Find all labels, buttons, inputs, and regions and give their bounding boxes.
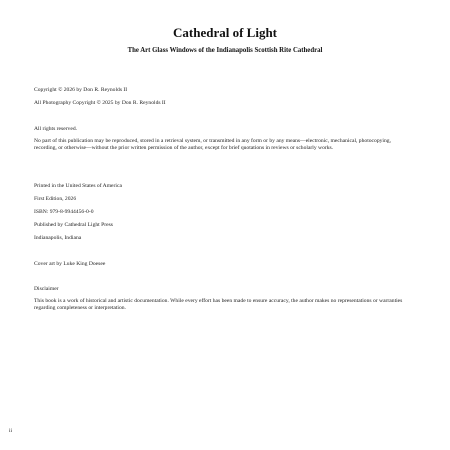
book-subtitle: The Art Glass Windows of the Indianapolis Scottish Rite Cathedral: [127, 47, 323, 54]
edition-line: First Edition, 2026: [34, 196, 77, 202]
disclaimer-body: This book is a work of historical and artistic documentation. While every effort has been made to ensure accuracy, the author makes no representations or warranties regarding completeness or interpretation.: [34, 298, 403, 312]
rights-body: No part of this publication may be reproduced, stored in a retrieval system, or transmitted in any form or by any means—electronic, mechanical, photocopying, recording, or otherwise—without the prior written permission of the author, except for brief quotations in reviews or scholarly works.: [34, 138, 391, 152]
isbn-line: ISBN: 979-8-9944456-0-0: [34, 209, 94, 215]
cover-art-credit: Cover art by Luke King Doesee: [34, 261, 106, 267]
publisher-line: Published by Cathedral Light Press: [34, 222, 113, 228]
page-number: ii: [9, 428, 13, 434]
book-title: Cathedral of Light: [173, 25, 277, 40]
rights-heading: All rights reserved.: [34, 126, 78, 132]
photography-copyright-line: All Photography Copyright © 2025 by Don R. Reynolds II: [34, 100, 166, 106]
disclaimer-heading: Disclaimer: [34, 286, 59, 292]
printed-in-line: Printed in the United States of America: [34, 183, 122, 189]
copyright-line: Copyright © 2026 by Don R. Reynolds II: [34, 87, 128, 93]
location-line: Indianapolis, Indiana: [34, 235, 82, 241]
